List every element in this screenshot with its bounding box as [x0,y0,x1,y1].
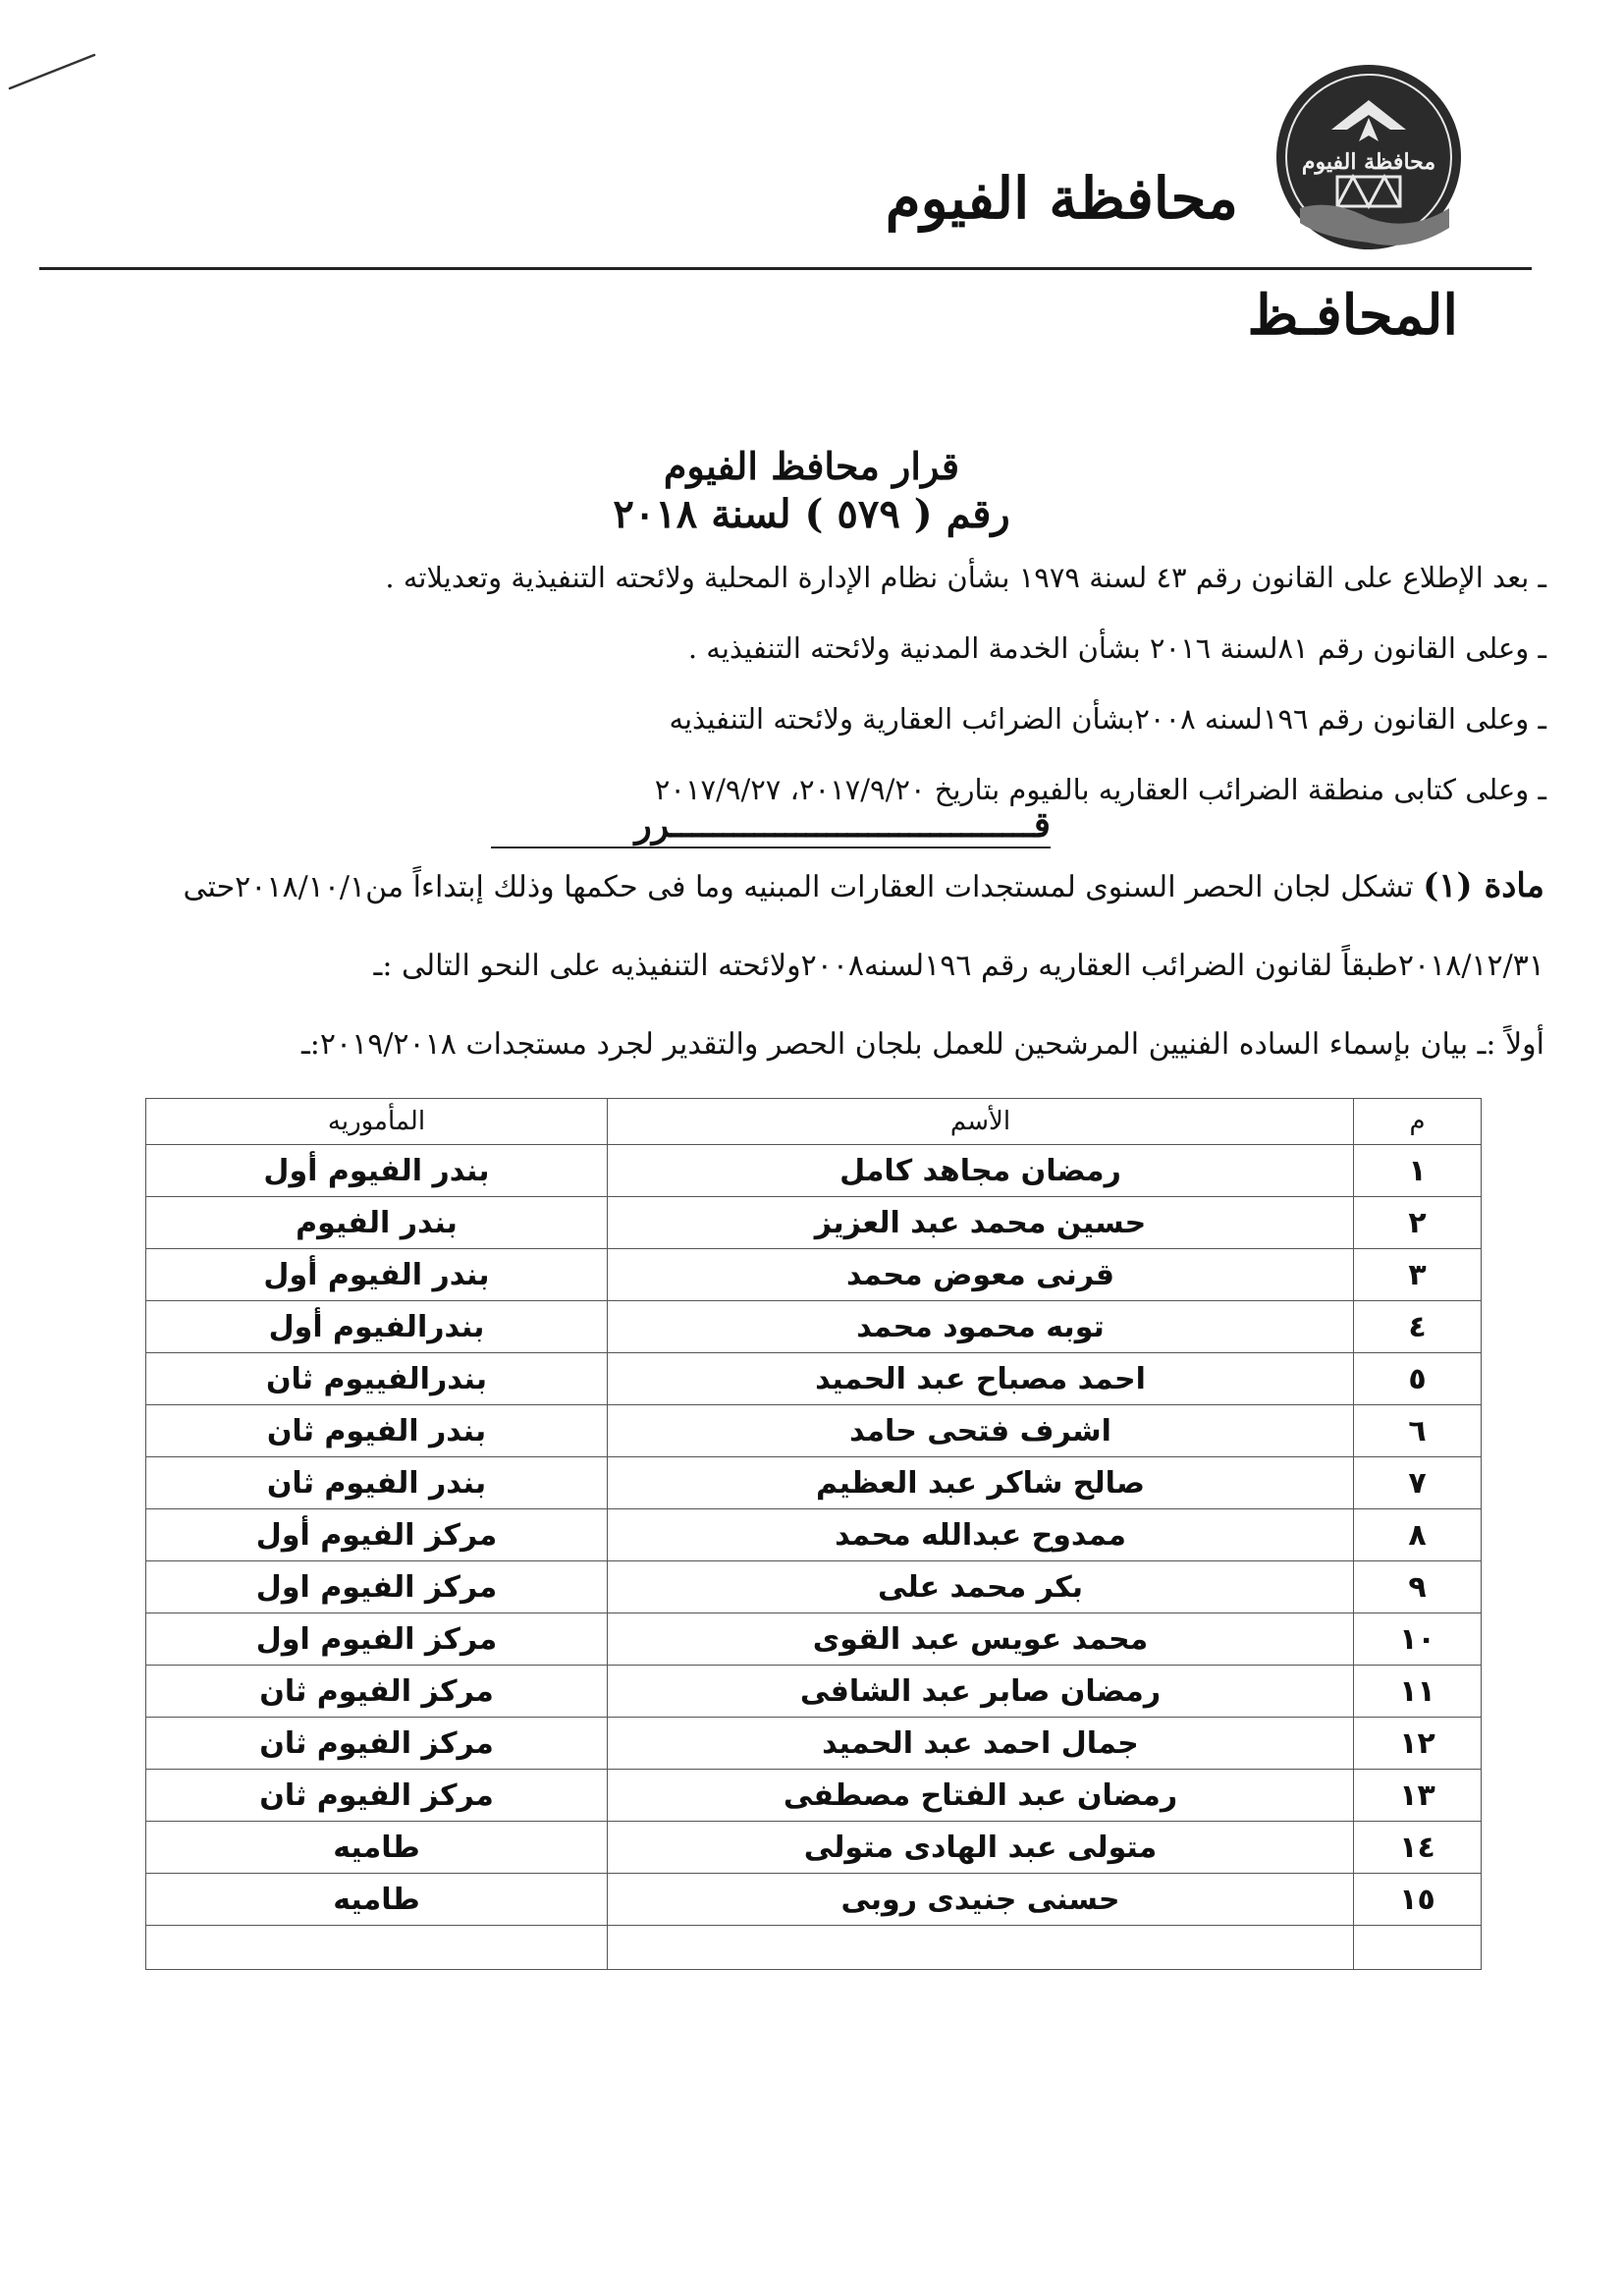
cell-num: ١٣ [1354,1770,1482,1822]
cell-num: ٥ [1354,1353,1482,1405]
table-row [146,1509,1482,1561]
preamble-clause: ـ وعلى كتابى منطقة الضرائب العقاريه بالفيوم بتاريخ ٢٠١٧/٩/٢٠، ٢٠١٧/٩/٢٧ [654,773,1546,806]
cell-num: ٩ [1354,1561,1482,1613]
article-1-line-1 [52,866,1544,905]
cell-office: مركز الفيوم اول [146,1561,608,1613]
cell-name: محمد عويس عبد القوى [608,1613,1354,1666]
cell-name: رمضان صابر عبد الشافى [608,1666,1354,1718]
cell-name: احمد مصباح عبد الحميد [608,1353,1354,1405]
cell-name: جمال احمد عبد الحميد [608,1718,1354,1770]
technicians-table-container [145,1098,1481,1970]
decrees-heading [491,804,1051,848]
cell-num: ١٠ [1354,1613,1482,1666]
table-row [146,1874,1482,1926]
table-header-row [146,1099,1482,1145]
cell-office: بندر الفيوم [146,1197,608,1249]
cell-num: ١ [1354,1145,1482,1197]
header-office: المأموريه [146,1099,608,1145]
article-1-line-2: ٢٠١٨/١٢/٣١طبقاً لقانون الضرائب العقاريه رقم ١٩٦لسنه٢٠٠٨ولائحته التنفيذيه على النحو التالى :ـ [373,949,1544,983]
cell-office [146,1926,608,1970]
preamble-clauses [74,558,1546,846]
cell-office: بندرالفيوم أول [146,1301,608,1353]
decision-title: قرار محافظ الفيوم [663,444,960,488]
cell-office: مركز الفيوم ثان [146,1666,608,1718]
preamble-clause: ـ وعلى القانون رقم ٨١لسنة ٢٠١٦ بشأن الخدمة المدنية ولائحته التنفيذيه . [687,631,1546,665]
table-row [146,1561,1482,1613]
table-row [146,1666,1482,1718]
table-row [146,1718,1482,1770]
article-1-text: تشكل لجان الحصر السنوى لمستجدات العقارات المبنيه وما فى حكمها وذلك إبتداءاً من٢٠١٨/١٠/١حتى [183,870,1414,904]
cell-name [608,1926,1354,1970]
cell-office: مركز الفيوم اول [146,1613,608,1666]
cell-office: مركز الفيوم ثان [146,1718,608,1770]
cell-name: صالح شاكر عبد العظيم [608,1457,1354,1509]
article-1-label: مادة (١) [1423,866,1544,905]
table-row [146,1770,1482,1822]
governorate-seal-logo [1272,61,1465,253]
cell-name: رمضان عبد الفتاح مصطفى [608,1770,1354,1822]
cell-name: رمضان مجاهد كامل [608,1145,1354,1197]
office-title: المحافـظ [1247,283,1458,348]
preamble-clause: ـ بعد الإطلاع على القانون رقم ٤٣ لسنة ١٩٧٩ بشأن نظام الإدارة المحلية ولائحته التنفيذية وتعديلاته . [385,561,1546,594]
table-row [146,1197,1482,1249]
table-row [146,1145,1482,1197]
pen-stroke-mark [8,51,98,90]
cell-name: بكر محمد على [608,1561,1354,1613]
cell-office: بندر الفيوم أول [146,1249,608,1301]
cell-num: ٤ [1354,1301,1482,1353]
decrees-word: قـــــــــــــــــــــــــــــــــــرر [634,804,1051,846]
header-divider [39,267,1532,270]
cell-office: بندر الفيوم ثان [146,1405,608,1457]
header-num: م [1354,1099,1482,1145]
cell-office: مركز الفيوم أول [146,1509,608,1561]
cell-num: ١٥ [1354,1874,1482,1926]
preamble-clause: ـ وعلى القانون رقم ١٩٦لسنه ٢٠٠٨بشأن الضرائب العقارية ولائحته التنفيذيه [669,702,1546,736]
governorate-title: محافظة الفيوم [885,165,1238,232]
cell-office: طاميه [146,1874,608,1926]
cell-name: توبه محمود محمد [608,1301,1354,1353]
cell-num: ٨ [1354,1509,1482,1561]
cell-name: متولى عبد الهادى متولى [608,1822,1354,1874]
cell-num [1354,1926,1482,1970]
cell-name: قرنى معوض محمد [608,1249,1354,1301]
cell-name: ممدوح عبدالله محمد [608,1509,1354,1561]
table-row [146,1457,1482,1509]
table-row [146,1822,1482,1874]
cell-office: طاميه [146,1822,608,1874]
svg-text:محافظة الفيوم: محافظة الفيوم [1301,149,1436,175]
cell-num: ٧ [1354,1457,1482,1509]
cell-num: ٣ [1354,1249,1482,1301]
cell-num: ٦ [1354,1405,1482,1457]
table-row [146,1405,1482,1457]
technicians-table [145,1098,1482,1970]
cell-office: بندر الفيوم أول [146,1145,608,1197]
table-row [146,1926,1482,1970]
table-row [146,1301,1482,1353]
cell-num: ٢ [1354,1197,1482,1249]
first-item-heading: أولاً :ـ بيان بإسماء الساده الفنيين المرشحين للعمل بلجان الحصر والتقدير لجرد مستجدات ٢٠١٩/٢٠١٨:ـ [300,1027,1544,1062]
table-row [146,1613,1482,1666]
cell-name: حسنى جنيدى روبى [608,1874,1354,1926]
cell-num: ١٤ [1354,1822,1482,1874]
cell-office: بندر الفيوم ثان [146,1457,608,1509]
decision-number: رقم ( ٥٧٩ ) لسنة ٢٠١٨ [613,491,1010,537]
cell-office: بندرالفييوم ثان [146,1353,608,1405]
table-row [146,1249,1482,1301]
table-row [146,1353,1482,1405]
cell-name: حسين محمد عبد العزيز [608,1197,1354,1249]
header-name: الأسم [608,1099,1354,1145]
cell-num: ١٢ [1354,1718,1482,1770]
cell-name: اشرف فتحى حامد [608,1405,1354,1457]
cell-office: مركز الفيوم ثان [146,1770,608,1822]
cell-num: ١١ [1354,1666,1482,1718]
